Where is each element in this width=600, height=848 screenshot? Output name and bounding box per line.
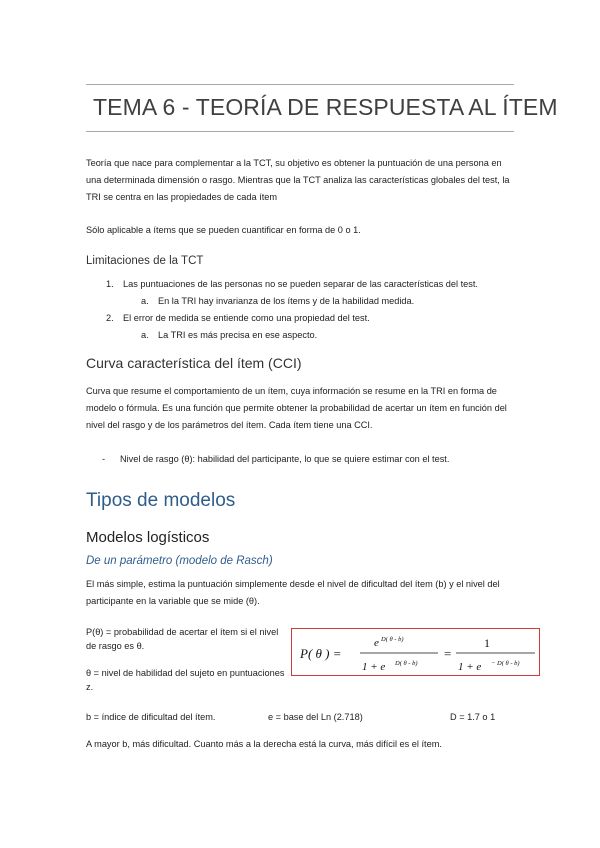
cci-heading: Curva característica del ítem (CCI)	[86, 355, 302, 371]
rasch-formula-box	[291, 628, 540, 676]
formula-den2-exp: − D( θ - b)	[491, 660, 520, 667]
cci-bullet: Nivel de rasgo (θ): habilidad del participante, lo que se quiere estimar con el test.	[120, 454, 450, 464]
cci-paragraph: Curva que resume el comportamiento de un ítem, cuya información se resume en la TRI en forma de modelo o fórmula. Es una función que permite obtener la probabilidad de acertar un ítem en función del nivel del rasgo y de los parámetros del ítem. Cada ítem tiene una CCI.	[86, 386, 507, 431]
rasch-formula	[292, 629, 541, 677]
formula-den1: 1 + e	[362, 661, 386, 673]
list-subitem: a. La TRI es más precisa en ese aspecto.	[141, 330, 318, 340]
logistic-models-heading: Modelos logísticos	[86, 529, 210, 546]
title-top-rule	[86, 84, 514, 85]
formula-lhs: P( θ ) =	[300, 646, 342, 661]
applicability-note: Sólo aplicable a ítems que se pueden cuantificar en forma de 0 o 1.	[86, 225, 361, 235]
theta-definition: θ = nivel de habilidad del sujeto en puntuaciones z.	[86, 668, 285, 692]
bullet-marker: -	[102, 454, 106, 464]
models-heading: Tipos de modelos	[86, 490, 236, 511]
intro-paragraph: Teoría que nace para complementar a la TCT, su objetivo es obtener la puntuación de una persona en una determinada dimensión o rasgo. Mientras que la TCT analiza las características globales del test, la TRI se centra en las propiedades de cada ítem	[86, 158, 510, 203]
formula-equals: =	[444, 646, 452, 661]
d-definition: D = 1.7 o 1	[450, 712, 496, 722]
one-param-paragraph: El más simple, estima la puntuación simplemente desde el nivel de dificultad del ítem (b) y el nivel del participante en la variable que se mide (θ).	[86, 579, 500, 607]
page-title: TEMA 6 - TEORÍA DE RESPUESTA AL ÍTEM	[93, 94, 558, 120]
title-bottom-rule	[86, 131, 514, 132]
b-definition: b = índice de dificultad del ítem.	[86, 712, 216, 722]
limitations-list	[86, 276, 516, 344]
formula-den2: 1 + e	[458, 661, 482, 673]
one-param-heading: De un parámetro (modelo de Rasch)	[86, 555, 273, 567]
p-theta-definition: P(θ) = probabilidad de acertar el ítem si el nivel de rasgo es θ.	[86, 627, 279, 651]
formula-num1: e	[374, 637, 379, 649]
formula-den1-exp: D( θ - b)	[395, 660, 418, 667]
conclusion-paragraph: A mayor b, más dificultad. Cuanto más a la derecha está la curva, más difícil es el ítem.	[86, 739, 442, 749]
formula-num2: 1	[484, 636, 490, 650]
list-item: 2. El error de medida se entiende como una propiedad del test.	[106, 313, 370, 323]
formula-num1-exp: D( θ - b)	[381, 636, 404, 643]
limitations-heading: Limitaciones de la TCT	[86, 255, 204, 267]
list-subitem: a. En la TRI hay invarianza de los ítems y de la habilidad medida.	[141, 296, 415, 306]
list-item: 1. Las puntuaciones de las personas no se pueden separar de las características del test.	[106, 279, 478, 289]
e-definition: e = base del Ln (2.718)	[268, 712, 363, 722]
